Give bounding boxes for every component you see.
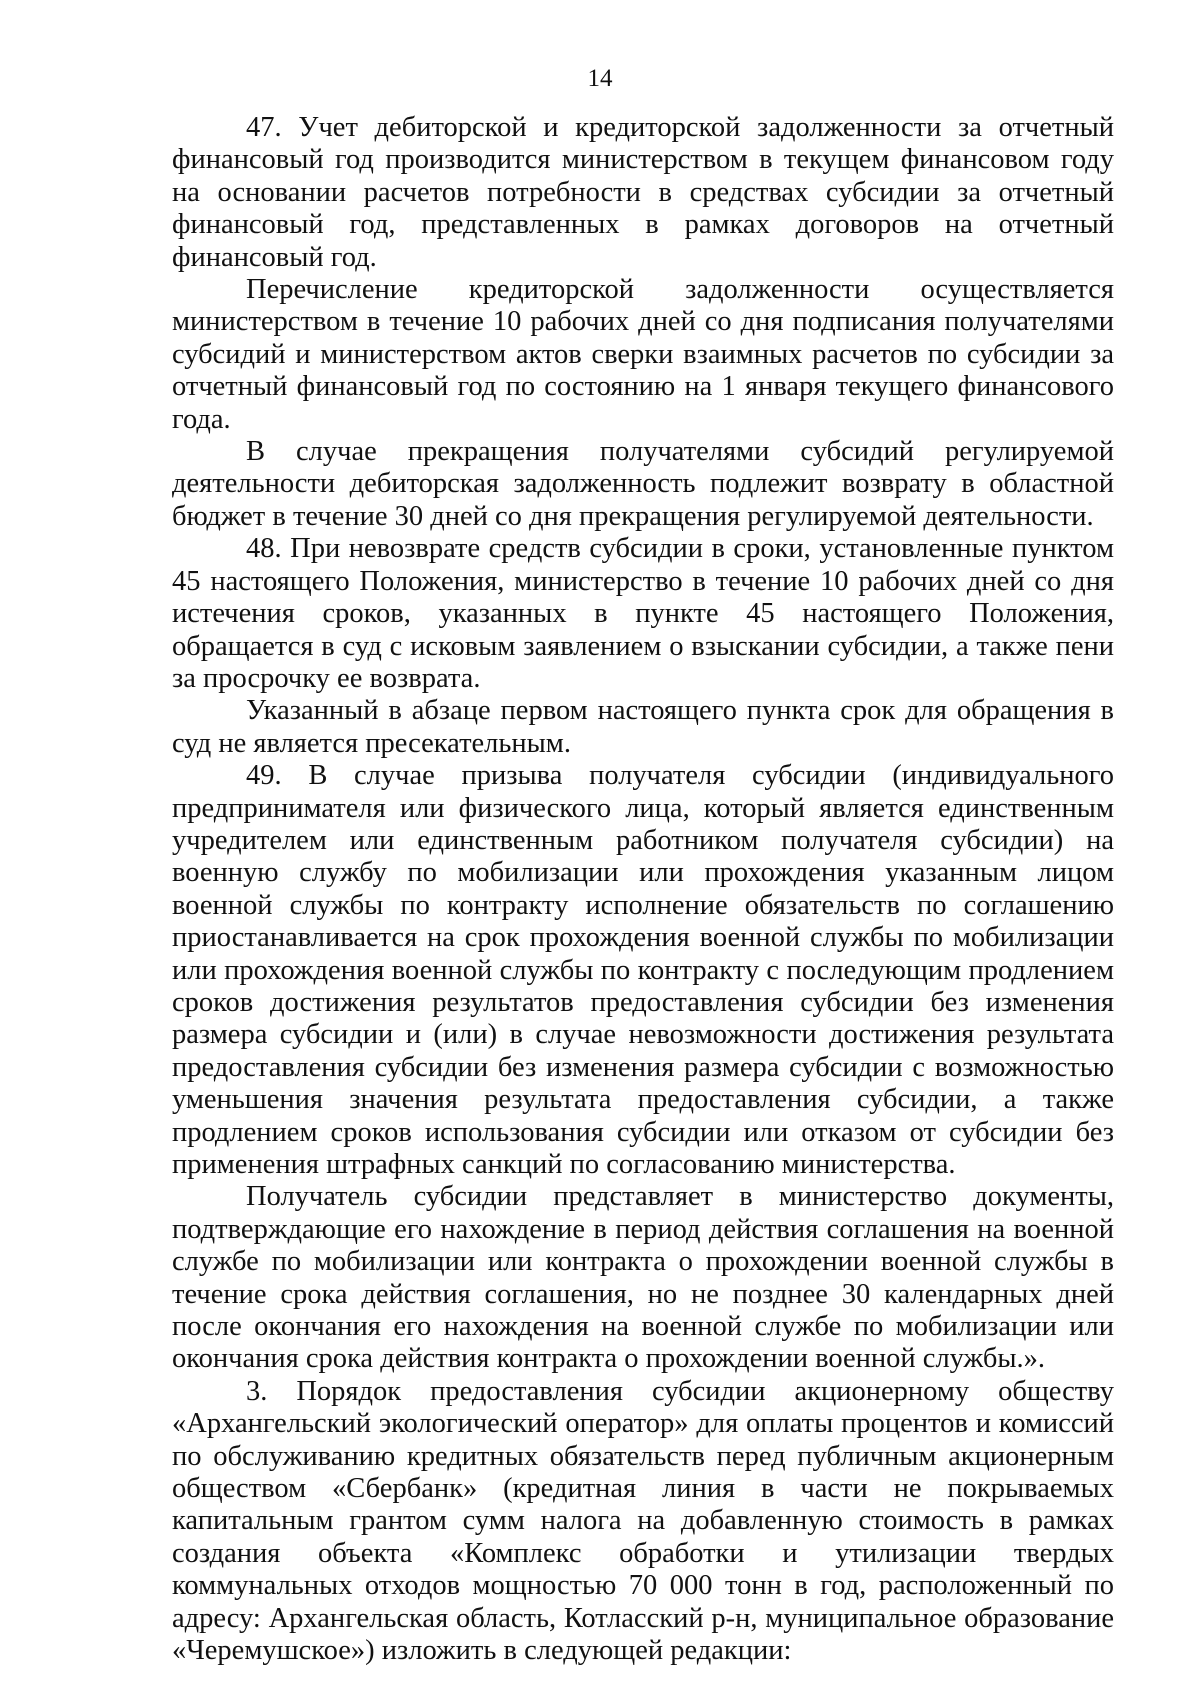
paragraph-court-deadline: Указанный в абзаце первом настоящего пункта срок для обращения в суд не является пресекательным.: [172, 695, 1114, 759]
paragraph-creditor-debt-transfer: Перечисление кредиторской задолженности осуществляется министерством в течение 10 рабочих дней со дня подписания получателями субсидий и министерством актов сверки взаимных расчетов по субсидии за отчетный финансовый год по состоянию на 1 января текущего финансового года.: [172, 274, 1114, 435]
document-body: [172, 112, 1114, 1668]
paragraph-48: 48. При невозврате средств субсидии в сроки, установленные пунктом 45 настоящего Положения, министерство в течение 10 рабочих дней со дня истечения сроков, указанных в пункте 45 настоящего Положения, обращается в суд с исковым заявлением о взыскании субсидии, а также пени за просрочку ее возврата.: [172, 533, 1114, 694]
paragraph-47: 47. Учет дебиторской и кредиторской задолженности за отчетный финансовый год производится министерством в текущем финансовом году на основании расчетов потребности в средствах субсидии за отчетный финансовый год, представленных в рамках договоров на отчетный финансовый год.: [172, 112, 1114, 273]
page-number: 14: [587, 65, 613, 92]
paragraph-military-service-documents: Получатель субсидии представляет в министерство документы, подтверждающие его нахождение в период действия соглашения на военной службе по мобилизации или контракта о прохождении военной службы в течение срока действия соглашения, но не позднее 30 календарных дней после окончания его нахождения на военной службе по мобилизации или окончания срока действия контракта о прохождении военной службы.».: [172, 1181, 1114, 1375]
paragraph-3-procedure: 3. Порядок предоставления субсидии акционерному обществу «Архангельский экологический оператор» для оплаты процентов и комиссий по обслуживанию кредитных обязательств перед публичным акционерным обществом «Сбербанк» (кредитная линия в части не покрываемых капитальным грантом сумм налога на добавленную стоимость в рамках создания объекта «Комплекс обработки и утилизации твердых коммунальных отходов мощностью 70 000 тонн в год, расположенный по адресу: Архангельская область, Котласский р-н, муниципальное образование «Черемушское») изложить в следующей редакции:: [172, 1375, 1114, 1667]
paragraph-debt-return: В случае прекращения получателями субсидий регулируемой деятельности дебиторская задолженность подлежит возврату в областной бюджет в течение 30 дней со дня прекращения регулируемой деятельности.: [172, 436, 1114, 532]
paragraph-49: 49. В случае призыва получателя субсидии (индивидуального предпринимателя или физического лица, который является единственным учредителем или единственным работником получателя субсидии) на военную службу по мобилизации или прохождения указанным лицом военной службы по контракту исполнение обязательств по соглашению приостанавливается на срок прохождения военной службы по мобилизации или прохождения военной службы по контракту с последующим продлением сроков достижения результатов предоставления субсидии без изменения размера субсидии и (или) в случае невозможности достижения результата предоставления субсидии без изменения размера субсидии с возможностью уменьшения значения результата предоставления субсидии, а также продлением сроков использования субсидии или отказом от субсидии без применения штрафных санкций по согласованию министерства.: [172, 760, 1114, 1180]
